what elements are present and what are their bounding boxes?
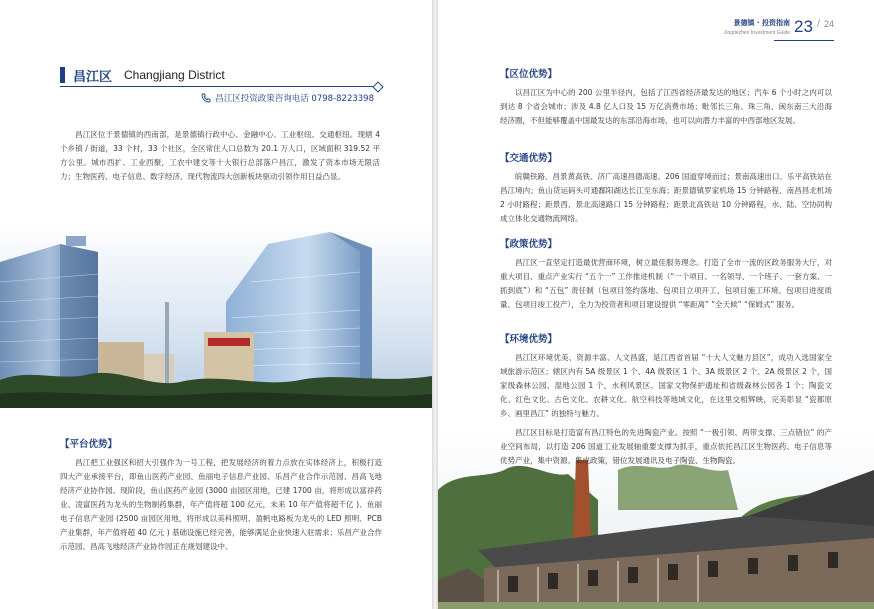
title-bracket-close: 】 — [107, 439, 118, 450]
city-skyline-photo — [0, 222, 432, 408]
transport-title-text: 交通优势 — [509, 153, 548, 164]
district-name-cn: 昌江区 — [73, 69, 113, 85]
platform-title-text: 平台优势 — [69, 439, 108, 450]
header-brand-en: Jingdezhen Investment Guide — [723, 30, 791, 36]
heading-rule-diamond — [372, 81, 383, 92]
title-bracket-open: 【 — [60, 439, 70, 450]
policy-section-body: 昌江区一直坚定打造最优营商环境，树立最佳服务理念。打造了全市一流的区政务服务大厅，对重大项目、重点产业实行 “五个一” 工作推进机制（“一个项目、一名领导、一个班子、一套方案、一抓到底”）和 “五包” 责任制（包项目签约落地、包项目立项开工、包项目施工环境、包项目进度质量、包项目竣工投产），全力为投资者和项目建设提供 “零距离” “全天候” “保姆式” 服务。 — [500, 258, 832, 309]
transport-section-title: 【交通优势】 — [500, 153, 558, 164]
closing-section — [500, 426, 832, 468]
heading-accent-bar — [60, 67, 65, 83]
header-brand — [724, 18, 790, 36]
location-section-title: 【区位优势】 — [500, 69, 558, 80]
policy-section-title: 【政策优势】 — [500, 239, 558, 250]
district-heading — [60, 66, 225, 84]
investment-hotline — [201, 92, 374, 104]
page-number-separator: / — [816, 19, 820, 29]
policy-title-text: 政策优势 — [509, 239, 548, 250]
header-rule — [774, 40, 834, 41]
environment-section-title: 【环境优势】 — [500, 334, 558, 345]
hotline-text: 昌江区投资政策咨询电话 0798-8223398 — [215, 94, 374, 104]
closing-paragraph: 昌江区目标是打造富有昌江特色的先进陶瓷产业。按照 “一极引领、两带支撑、三点错位” 的产业空间布局，以打造 206 国道工业发展轴重要支撑为抓手，重点依托昌江区生物医药、电子信息等优势产业，集中资源、集成政策，错位发展通讯及电子陶瓷、生物陶瓷。 — [500, 428, 832, 465]
environment-title-text: 环境优势 — [509, 334, 548, 345]
phone-icon — [201, 93, 211, 103]
transport-section — [500, 150, 832, 226]
page-number-current: 23 — [794, 17, 813, 36]
environment-section-body: 昌江区环境优美、资源丰富、人文昌盛，是江西省首届 “十大人文魅力县区”，成功入选国家全域旅游示范区；辖区内有 5A 级景区 1 个、4A 级景区 1 个、3A 级景区 2 个、2A 级景区 2 个，国家级森林公园、湿地公园 1 个，水利风景区、国家文物保护遗址和省级森林公园各 1 个；陶瓷文化、红色文化、古色文化、农耕文化、航空科技等地域文化，在这里交相辉映，完美彰显 “瓷都原乡、画里昌江” 的独特与魅力。 — [500, 353, 832, 418]
location-section-body: 以昌江区为中心的 200 公里半径内，包括了江西省经济最发达的地区；汽车 6 个小时之内可以到达 8 个省会城市；涉及 4.8 亿人口及 15 万亿消费市场；毗邻长三角、珠三角、闽东南三大沿海经济圈，不但能够覆盖中国最发达的东部沿海市场，也可以向潜力丰富的中西部地区发展。 — [500, 88, 832, 125]
header-brand-cn: 景德镇 · 投资指南 — [733, 19, 791, 27]
platform-section-title — [60, 436, 117, 450]
heading-rule — [60, 86, 378, 87]
page-number-next: 24 — [823, 19, 834, 29]
running-header — [724, 18, 834, 36]
transport-section-body: 皖赣铁路、昌景黄高铁、济广高速昌德高速、206 国道穿境而过；景南高速出口、乐平高铁站在昌江境内；鱼山货运码头可通鄱阳湖达长江至东海；距景德镇罗家机场 15 分钟路程、南昌昌北机场 2 小时路程；距景西、景北高速路口 15 分钟路程；距景北高铁站 10 分钟路程，水、陆、空协同构成立体化交通物流网络。 — [500, 172, 832, 223]
district-intro: 昌江区位于景德镇的西南部，是景德镇行政中心、金融中心、工业枢纽、交通枢纽。现辖 4 个乡镇 / 街道，33 个村，33 个社区，全区常住人口总数为 20.1 万人口，区域面积 319.52 平方公里。城市西扩、工业西聚，工农中建交等十大银行总部落户昌江，激发了资本市场无限活力；生物医药、电子信息、数字经济、现代物流四大创新板块驱动引领作用日益凸显。 — [60, 130, 380, 181]
right-page — [438, 0, 874, 609]
location-title-text: 区位优势 — [509, 69, 548, 80]
location-section — [500, 66, 832, 128]
policy-section — [500, 236, 832, 312]
district-name-en: Changjiang District — [124, 68, 225, 82]
platform-section-body: 昌江把工业强区和招大引强作为一号工程，把发展经济的着力点放在实体经济上，积极打造四大产业承接平台，即鱼山医药产业园、鱼丽电子信息产业园、乐昌产业合作示范园、昌高飞地经济产业协作园。现阶段，鱼山医药产业园 (3000 亩园区用地，已建 1700 亩，将形成以富祥药业、凌富医药为龙头的生物制药集群，年产值将超 100 亿元，未来 10 年产值将超千亿 )、鱼丽电子信息产业园 (2500 亩园区用地，将形成以美科照明、盈帆电路板为龙头的 LED 照明、PCB 产业集群，年产值将超 40 亿元 ) 基础设施已经完善，能够满足企业快速入驻需求；乐昌产业合作示范园、昌高飞地经济产业协作园正在规划建设中。 — [60, 458, 383, 551]
environment-section — [500, 331, 832, 421]
left-page — [0, 0, 432, 609]
